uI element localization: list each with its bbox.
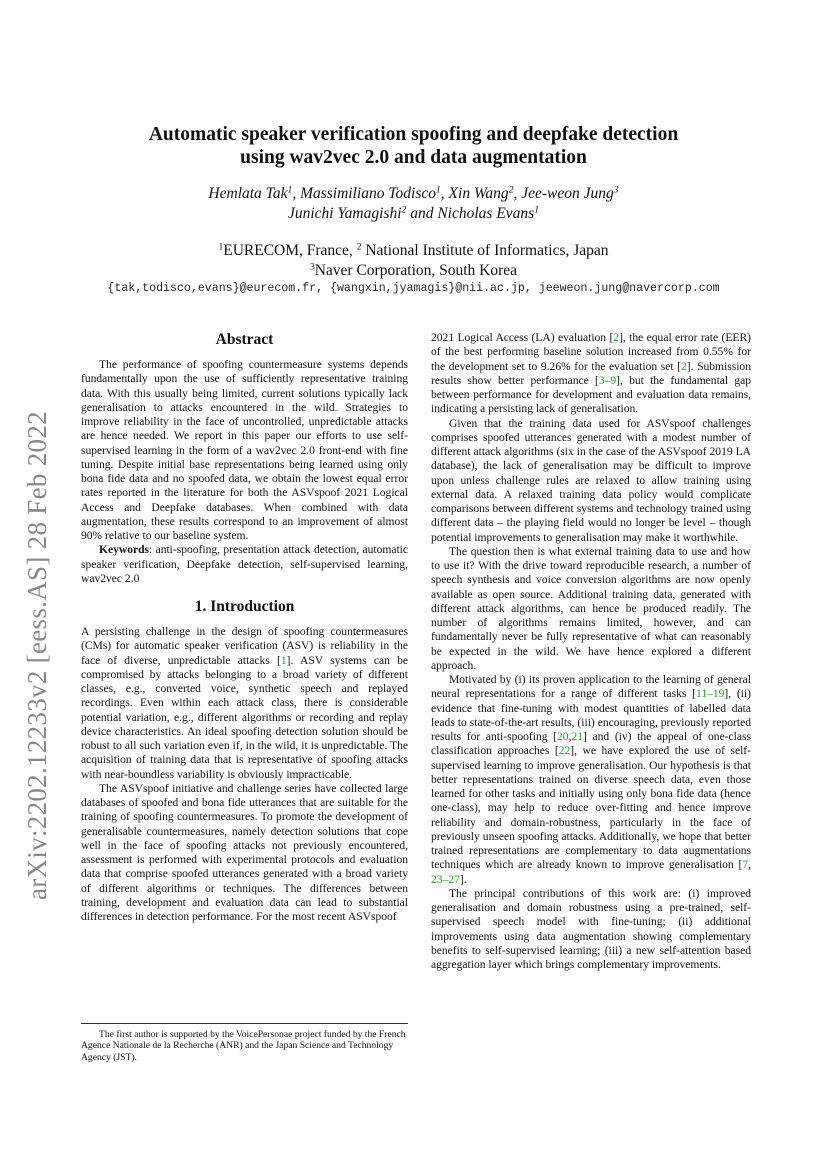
- affiliation: National Institute of Informatics, Japan: [361, 242, 609, 259]
- introduction-body-left: [81, 625, 408, 924]
- affiliation-marker: 1: [287, 184, 293, 196]
- paragraph-text: ], we have explored the use of self-supervised learning to improve generalisation. Our hypothesis is that better representations trained on diverse speech data, even those learned for other tasks and initially using only bona fide data (hence one-class), may help to reduce over-fitting and hence improve reliability and domain-robustness, particularly in the face of previously unseen spoofing attacks. Additionally, we hope that better trained representations are complementary to data augmentations techniques which are already known to improve generalisation [: [431, 745, 751, 872]
- paragraph-text: Given that the training data used for ASVspoof challenges comprises spoofed utterances generated with a modest number of different attack algorithms (six in the case of the ASVspoof 2019 LA database), the lack of generalisation may be difficult to improve upon unless challenge rules are relaxed to allow training using external data. A relaxed training data policy would complicate comparisons between different systems and technology trained using different data – the playing field would no longer be level – though potential improvements to generalisation may make it worthwhile.: [431, 417, 751, 544]
- paragraph-text: ], (ii) evidence that fine-tuning with modest quantities of labelled data leads to state-of-the-art results, (iii) encouraging, previously reported results for anti-spoofing [: [431, 688, 751, 743]
- title-line: Automatic speaker verification spoofing and deepfake detection: [148, 124, 679, 145]
- left-column: [81, 331, 408, 924]
- affiliation-marker: 2: [508, 184, 514, 196]
- paragraph-text: ]. Submission results show better performance [: [431, 360, 751, 387]
- paragraph-text: Motivated by (i) its proven application to the learning of general neural representations for a range of different tasks [: [431, 674, 751, 701]
- paragraph: [81, 782, 408, 925]
- author-name: Jee-weon Jung: [521, 185, 614, 202]
- affiliation-marker: 1: [534, 204, 539, 216]
- author-name: Nicholas Evans: [437, 205, 535, 222]
- citation-link[interactable]: 2: [613, 332, 620, 344]
- paragraph-text: ], but the fundamental gap between performance for development and evaluation data remains, indicating a persisting lack of generalisation.: [431, 374, 751, 416]
- paragraph: [81, 625, 408, 782]
- paragraph-text: ], the equal error rate (EER) of the best performing baseline solution increased from 0.55% for the development set to 9.26% for the evaluation set [: [431, 332, 751, 373]
- affiliation-marker: 1: [218, 241, 224, 253]
- paragraph-text: A persisting challenge in the design of spoofing countermeasures (CMs) for automatic speaker verification (ASV) is reliability in the face of diverse, unpredictable attacks [: [81, 626, 408, 667]
- affiliation-line: [80, 241, 747, 261]
- citation-link[interactable]: 22: [558, 745, 571, 758]
- affiliation-marker: 3: [309, 261, 315, 273]
- citation-link[interactable]: 21: [571, 731, 584, 743]
- title-line: using wav2vec 2.0 and data augmentation: [240, 147, 587, 168]
- author-list: Hemlata Tak$^1$, Massimiliano Todisco$^1$, Xin Wang$^2$, Jee-weon Jung$^3$ Junichi Yamagishi$^2$ and Nicholas Evans$^1$: [208, 184, 619, 222]
- paragraph-text: ]. ASV systems can be compromised by attacks belonging to a broad variety of different classes, e.g., converted voice, synthetic speech and replayed recordings. Even within each attack class, there is considerable potential variation, e.g., different algorithms or recording and replay device characteristics. An ideal spoofing detection solution should be robust to all such variation even if, in the wild, it is unpredictable. The acquisition of training data that is representative of spoofing attacks with near-boundless variability is obviously impracticable.: [81, 654, 409, 781]
- paragraph: [431, 545, 751, 673]
- author-name: Junichi Yamagishi: [287, 205, 402, 222]
- affiliation: EURECOM, France,: [223, 242, 357, 259]
- keywords-text: : anti-spoofing, presentation attack detection, automatic speaker verification, Deepfake detection, self-supervised learning, wav2vec 2.0: [81, 544, 408, 585]
- author-emails: {tak,todisco,evans}@eurecom.fr, {wangxin,jyamagis}@nii.ac.jp, jeeweon.jung@navercorp.com: [107, 282, 720, 295]
- citation-link[interactable]: 11–19: [695, 688, 725, 701]
- paragraph-text: ,: [568, 731, 572, 743]
- paragraph: [431, 887, 751, 973]
- right-column: [431, 331, 751, 972]
- citation-link[interactable]: 7: [742, 859, 749, 872]
- footnote-text: The first author is supported by the VoicePersonae project funded by the French Agence Nationale de la Recherche (ANR) and the Japan Science and Technology Agency (JST).: [81, 1029, 406, 1063]
- affiliation-marker: 3: [613, 184, 619, 196]
- paragraph-text: ] and (iv) the appeal of one-class classification approaches [: [431, 731, 751, 758]
- paragraph: [431, 673, 751, 887]
- citation-link[interactable]: 3–9: [598, 374, 617, 387]
- citation-link[interactable]: 1: [280, 654, 287, 667]
- author-name: Xin Wang: [448, 185, 509, 202]
- author-name: Hemlata Tak: [208, 185, 288, 202]
- paper-title: [80, 123, 747, 169]
- affiliation-marker: 1: [436, 184, 441, 196]
- affiliation: Naver Corporation, South Korea: [314, 262, 518, 279]
- citation-link[interactable]: 2: [680, 360, 687, 373]
- abstract-heading: Abstract: [215, 331, 274, 348]
- keywords: [81, 543, 408, 586]
- footnote: [81, 1023, 408, 1063]
- paragraph: [431, 331, 751, 417]
- affiliations: [80, 241, 747, 281]
- paragraph-text: ,: [748, 859, 751, 872]
- author-name: Massimiliano Todisco: [300, 185, 436, 202]
- affiliation-line: [80, 261, 747, 281]
- paragraph: [431, 417, 751, 545]
- paragraph-text: ].: [459, 873, 467, 886]
- paragraph-text: 2021 Logical Access (LA) evaluation [: [431, 332, 614, 344]
- introduction-body-right: [431, 331, 751, 972]
- section-heading-introduction: 1. Introduction: [194, 598, 295, 615]
- paragraph-text: The question then is what external training data to use and how to use it? With the drive toward reproducible research, a number of speech synthesis and voice conversion algorithms are now openly available as open source. Additional training data, generated with different attack algorithms, can hence be produced readily. The number of algorithms remains limited, however, and can fundamentally never be fully representative of what can reasonably be expected in the wild. We have hence explored a different approach.: [431, 545, 751, 672]
- keywords-label: Keywords: [99, 544, 150, 557]
- citation-link[interactable]: 20: [557, 731, 569, 743]
- abstract-text: The performance of spoofing countermeasure systems depends fundamentally upon the use of sufficiently representative training data. With this usually being limited, current solutions typically lack generalisation to attacks encountered in the wild. Strategies to improve reliability in the face of uncontrolled, unpredictable attacks are hence needed. We report in this paper our efforts to use self-supervised learning in the form of a wav2vec 2.0 front-end with fine tuning. Despite initial base representations being learned using only bona fide data and no spoofed data, we obtain the lowest equal error rates reported in the literature for both the ASVspoof 2021 Logical Access and Deepfake databases. When combined with data augmentation, these results correspond to an improvement of almost 90% relative to our baseline system.: [81, 359, 408, 542]
- affiliation-marker: 2: [401, 204, 407, 216]
- arxiv-identifier-stamp: arXiv:2202.12233v2 [eess.AS] 28 Feb 2022: [22, 411, 52, 900]
- affiliation-marker: 2: [356, 241, 362, 253]
- citation-link[interactable]: 23–27: [431, 873, 460, 886]
- paragraph-text: The ASVspoof initiative and challenge series have collected large databases of spoofed and bona fide utterances that are suitable for the training of spoofing countermeasures. To promote the development of generalisable countermeasures, namely detection solutions that cope well in the face of spoofing attacks not previously encountered, assessment is performed with experimental protocols and evaluation data that comprise spoofed utterances generated with a broad variety of different algorithms or techniques. The differences between training, development and evaluation data can lead to substantial differences in detection performance. For the most recent ASVspoof: [81, 782, 408, 923]
- paragraph-text: The principal contributions of this work are: (i) improved generalisation and domain robustness using a pre-trained, self-supervised speech model with fine-tuning; (ii) additional improvements using data augmentation showing complementary benefits to self-supervised learning; (iii) a new self-attention based aggregation layer which brings complementary improvements.: [431, 887, 751, 971]
